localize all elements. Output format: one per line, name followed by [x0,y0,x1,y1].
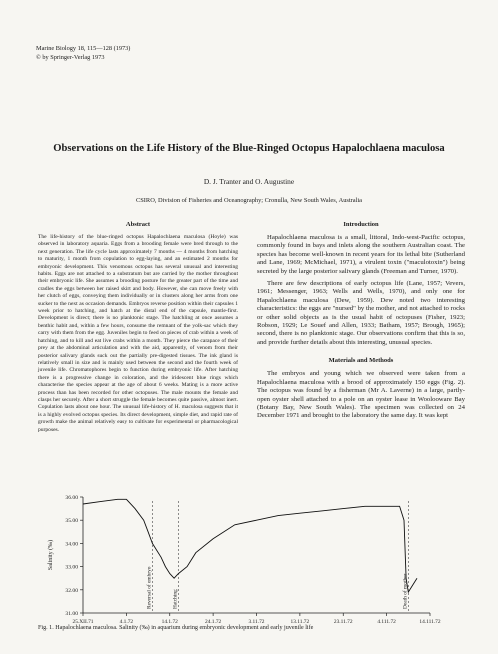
chart-axes [47,495,441,625]
figure-caption-text: Hapalochlaena maculosa. Salinity (‰) in aquarium during embryonic development and early juvenile life [55,625,314,631]
authors: D. J. Tranter and O. Augustine [203,177,295,186]
y-tick-label: 36.00 [65,495,78,501]
journal-citation: Marine Biology 18, 115—128 (1973) [36,45,131,52]
journal-header [36,44,130,62]
x-tick-label: 14.111.72 [419,619,441,625]
abstract-text: The life-history of the blue-ringed octopus Hapalochlaena maculosa (Hoyle) was observed in laboratory aquaria. Eggs from a brooding female were bred through to the next generation. The life cycle lasts approximately 7 months — 4 months from hatching to maturity, 1 month from copulation to egg-laying, and an estimated 2 months for embryonic development. This venomous octopus has several unusual and interesting habits. Eggs are not attached to a substratum but are carried by the mother throughout their embryonic life. She assumes a brooding posture for the greater part of the time and cradles the eggs between her raised skirt and body. However, she can move freely with her clutch of eggs, conveying them individually or in clusters along her arms from one sucker to the next as occasion demands. Embryos reverse position within their capsules 1 week prior to hatching, and hatch at the distal end of the capsule, mantle-first. Development is direct; there is no planktonic stage. The hatchling at once assumes a benthic habit and, within a few hours, consume the remnant of the yolk-sac which they carry with them from the egg. Juveniles begin to feed on pieces of crab within a week of hatching, and to kill and eat live crabs within a month. They pierce the carapace of their prey at the abdominal articulation and with the aid, apparently, of venom from their posterior salivary glands suck out the partially pre-digested tissues. The ink gland is relatively small in size and is mainly used between the second and the fourth week of juvenile life. Chromatophores begin to function during embryonic life. After hatching there is a progressive change in coloration, and the iridescent blue rings which characterise the species appear at the age of about 6 weeks. Mating is a more active process than has been recorded for other octopuses. The male mounts the female and clasps her securely. After a short struggle the female becomes quite passive, almost inert. Copulation lasts about one hour. The unusual life-history of H. maculosa suggests that it is a highly evolved octopus species. Its direct development, simple diet, and rapid rate of growth make the animal relatively easy to cultivate for experimental or pharmacological purposes. [38,234,238,433]
y-tick-label: 35.00 [65,518,78,525]
chart-marks [83,499,417,613]
salinity-series-line [83,499,417,592]
copyright-notice: © by Springer-Verlag 1973 [36,54,105,61]
x-tick-label: 3.11.72 [248,619,265,625]
introduction-paragraph-2: There are few descriptions of early octopus life (Lane, 1957; Vevers, 1961; Messenger, 1963; Wells and Wells, 1970), and only one for Hapalochlaena maculosa (Dew, 1959). Dew noted two interesting characteristics: the eggs are "nursed" by the mother, and not attached to rocks or other solid objects as is the usual habit of octopuses (Fisher, 1923; Robson, 1929; Le Souef and Allen, 1933; Batham, 1957; Brough, 1965); second, there is no planktonic stage. Our observations confirm that this is so, and provide further details about this interesting, unusual species. [257,280,465,346]
x-tick-label: 4.1.72 [119,619,134,625]
methods-heading: Materials and Methods [328,357,394,365]
figure-caption-label: Fig. 1. [38,625,54,631]
left-column [38,221,238,434]
affiliation: CSIRO, Division of Fisheries and Oceanography; Cronulla, New South Wales, Australia [135,197,363,204]
introduction-heading: Introduction [343,221,379,228]
introduction-paragraph-1: Hapalochlaena maculosa is a small, littoral, Indo-west-Pacific octopus, commonly found in bays and inlets along the southern Australian coast. The species has become well-known in recent years for its lethal bite (Sutherland and Lane, 1969; McMichael, 1971), a virulent toxin ("maculotoxin") being secreted by the large posterior salivary glands (Freeman and Turner, 1970). [257,234,465,275]
x-tick-label: 25.XII.71 [72,619,94,625]
salinity-chart [38,493,458,643]
methods-paragraph-1: The embryos and young which we observed were taken from a Hapalochlaena maculosa with a brood of approximately 150 eggs (Fig. 2). The octopus was found by a fisherman (Mr A. Laverne) in a large, partly-open oyster shell attached to a pole on an oyster lease in Woolooware Bay (Botany Bay, New South Wales). The specimen was collected on 24 December 1971 and brought to the laboratory the same day. It was kept [257,370,465,420]
y-tick-label: 31.00 [65,611,78,617]
x-tick-label: 4.111.72 [377,619,396,625]
y-axis-label: Salinity (‰) [48,539,54,571]
y-tick-label: 33.00 [65,564,78,571]
y-tick-label: 32.00 [65,587,78,594]
y-tick-label: 34.00 [65,541,78,548]
paper-title: Observations on the Life History of the Blue-Ringed Octopus Hapalochlaena maculosa [53,143,445,154]
annotation-label: Hatching [172,589,179,609]
figure-caption [38,624,468,632]
right-column [257,221,465,421]
x-tick-label: 24.1.72 [205,619,222,625]
annotation-label: Reversal of embryo [146,566,153,609]
abstract-heading: Abstract [125,221,151,228]
x-tick-label: 13.11.72 [290,619,310,625]
x-tick-label: 23.11.72 [333,619,353,625]
annotation-label: Death of mother [402,573,409,609]
x-tick-label: 14.1.72 [161,619,178,625]
